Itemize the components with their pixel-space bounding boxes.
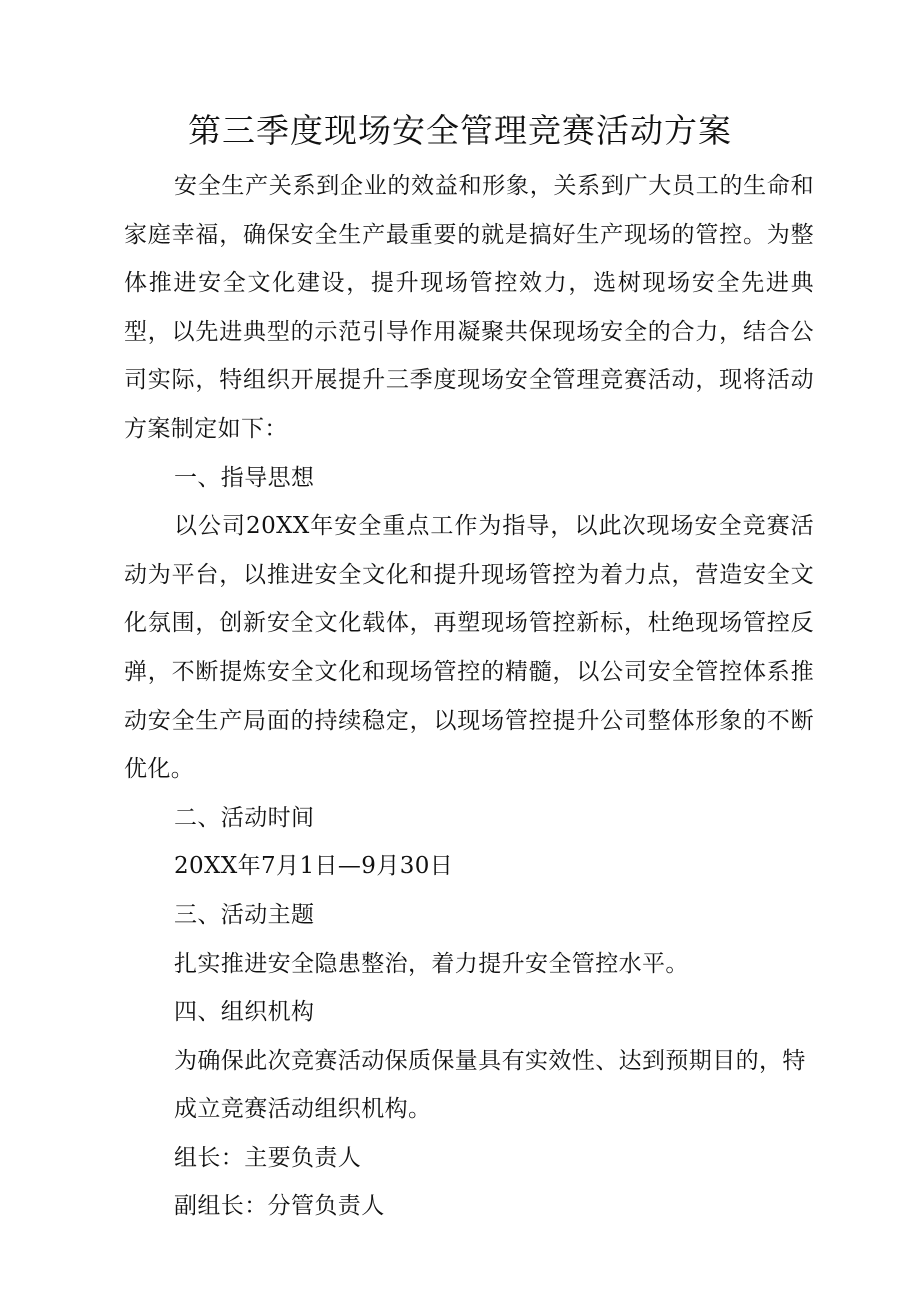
- organization-paragraph: 为确保此次竞赛活动保质保量具有实效性、达到预期目的，特成立竞赛活动组织机构。: [174, 1047, 806, 1123]
- section-heading-activity-theme: 三、活动主题: [174, 901, 315, 928]
- section-heading-activity-time: 二、活动时间: [174, 804, 315, 831]
- deputy-leader-line: 副组长：分管负责人: [174, 1193, 385, 1220]
- section-heading-organization: 四、组织机构: [174, 999, 315, 1026]
- activity-time-paragraph: 20XX年7月1日—9月30日: [174, 853, 454, 880]
- leader-line: 组长：主要负责人: [174, 1144, 362, 1171]
- activity-theme-paragraph: 扎实推进安全隐患整治，着力提升安全管控水平。: [174, 950, 689, 977]
- intro-paragraph: 安全生产关系到企业的效益和形象，关系到广大员工的生命和家庭幸福，确保安全生产最重要的就是搞好生产现场的管控。为整体推进安全文化建设，提升现场管控效力，选树现场安全先进典型，以先进典型的示范引导作用凝聚共保现场安全的合力，结合公司实际，特组织开展提升三季度现场安全管理竞赛活动，现将活动方案制定如下：: [124, 173, 814, 442]
- section-heading-guiding-thought: 一、指导思想: [174, 464, 315, 491]
- document-title: 第三季度现场安全管理竞赛活动方案: [188, 111, 732, 150]
- document-body: [124, 162, 814, 1231]
- guiding-thought-paragraph: 以公司20XX年安全重点工作为指导，以此次现场安全竞赛活动为平台，以推进安全文化和提升现场管控为着力点，营造安全文化氛围，创新安全文化载体，再塑现场管控新标，杜绝现场管控反弹，不断提炼安全文化和现场管控的精髓，以公司安全管控体系推动安全生产局面的持续稳定，以现场管控提升公司整体形象的不断优化。: [124, 513, 814, 783]
